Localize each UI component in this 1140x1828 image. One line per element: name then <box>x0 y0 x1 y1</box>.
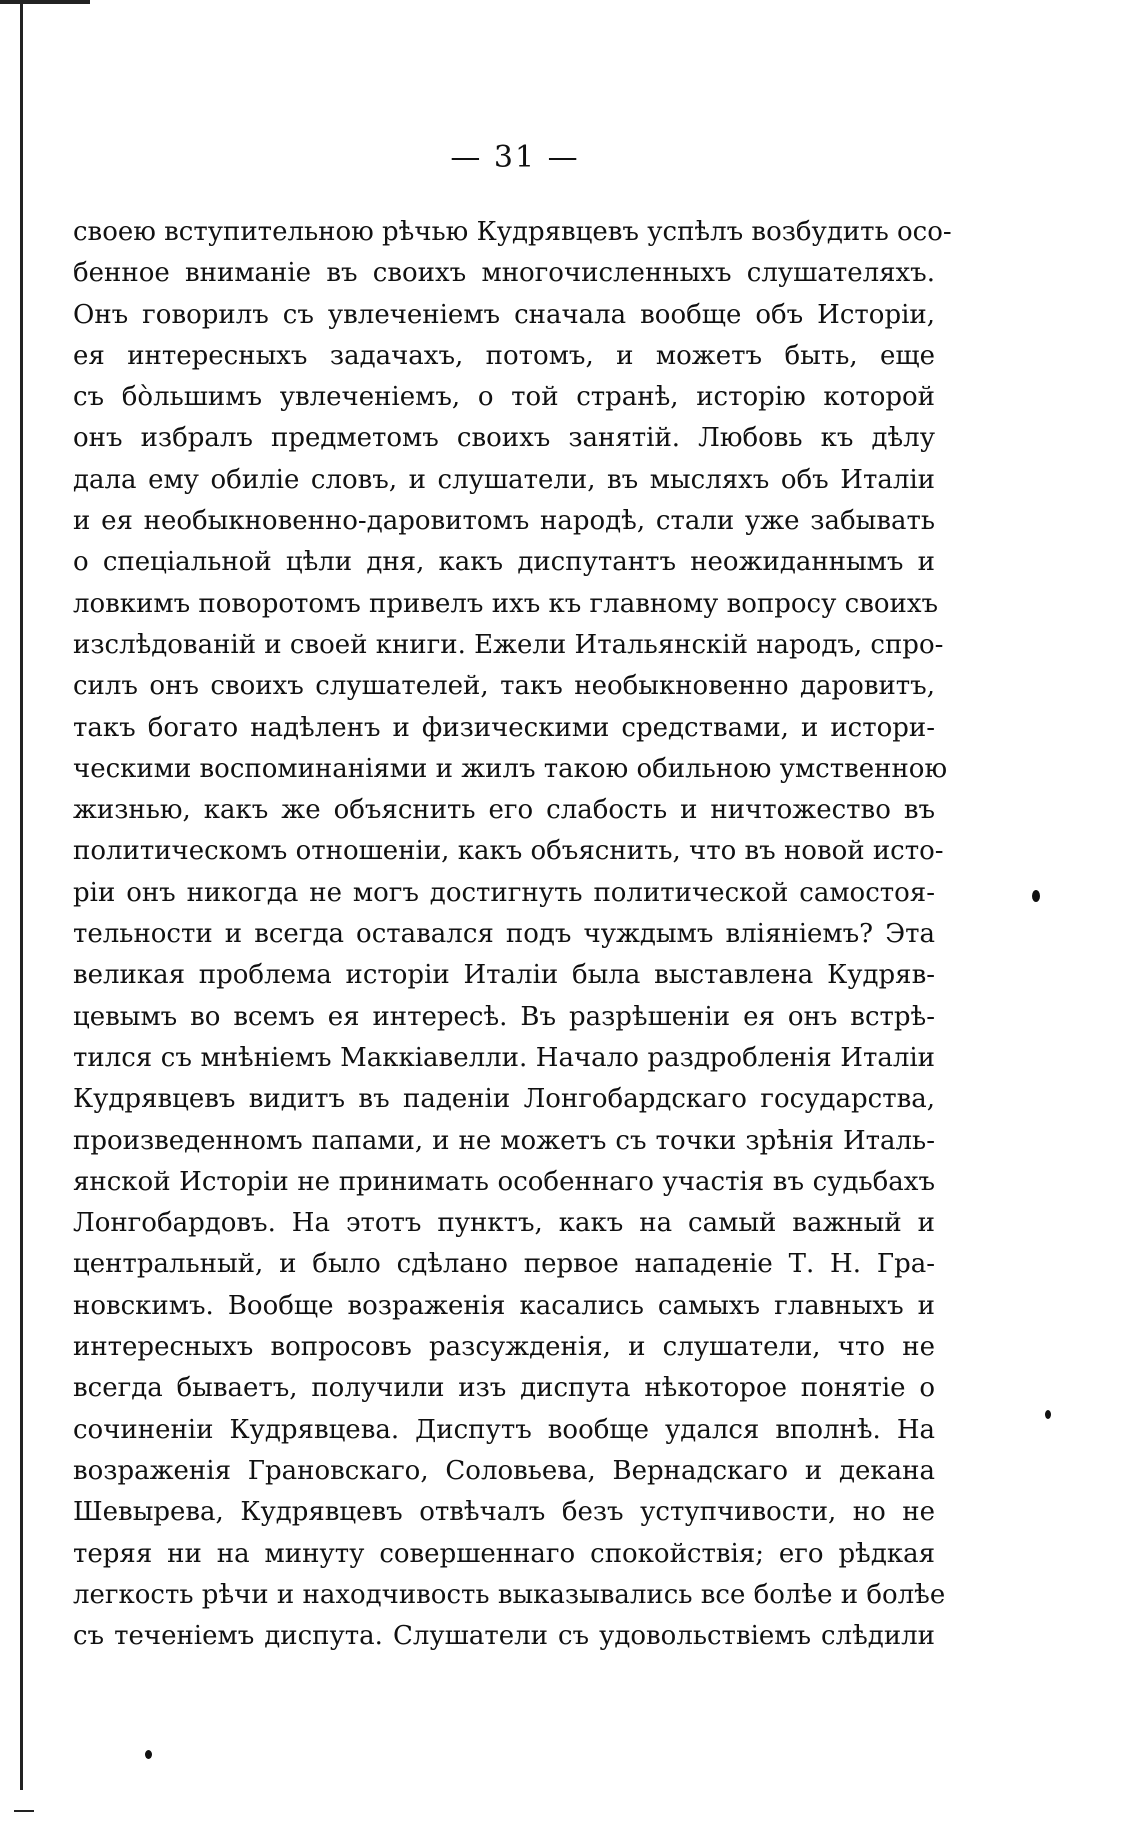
text-line: съ бо̀льшимъ увлеченіемъ, о той странѣ, исторію которой <box>73 382 935 413</box>
text-line: легкость рѣчи и находчивость выказывались все болѣе и болѣе <box>73 1579 946 1610</box>
text-line: ческими воспоминаніями и жилъ такою обильною умственною <box>73 753 948 784</box>
text-line: тился съ мнѣніемъ Маккіавелли. Начало раздробленія Италіи <box>73 1042 935 1073</box>
page-edge-bottom-mark <box>14 1810 34 1812</box>
text-line: ловкимъ поворотомъ привелъ ихъ къ главному вопросу своихъ <box>73 588 939 619</box>
text-line: Онъ говорилъ съ увлеченіемъ сначала вообще объ Исторіи, <box>73 299 935 330</box>
text-line: бенное вниманіе въ своихъ многочисленныхъ слушателяхъ. <box>73 258 935 289</box>
text-line: теряя ни на минуту совершеннаго спокойствія; его рѣдкая <box>73 1538 935 1569</box>
text-line: сочиненіи Кудрявцева. Диспутъ вообще удался вполнѣ. На <box>73 1414 935 1445</box>
text-line: политическомъ отношеніи, какъ объяснить, что въ новой исто- <box>73 836 944 867</box>
text-line: изслѣдованій и своей книги. Ежели Итальянскій народъ, спро- <box>73 629 944 660</box>
text-line: Лонгобардовъ. На этотъ пунктъ, какъ на самый важный и <box>73 1208 935 1239</box>
text-line: силъ онъ своихъ слушателей, такъ необыкновенно даровитъ, <box>73 671 935 702</box>
page-edge-left <box>20 0 23 1790</box>
ink-speck <box>1045 1410 1051 1419</box>
text-line: Шевырева, Кудрявцевъ отвѣчалъ безъ уступчивости, но не <box>73 1497 935 1528</box>
text-line: Кудрявцевъ видитъ въ паденіи Лонгобардскаго государства, <box>73 1084 935 1115</box>
body-text <box>73 212 952 1657</box>
text-line: съ теченіемъ диспута. Слушатели съ удовольствіемъ слѣдили <box>73 1621 935 1652</box>
text-line: своею вступительною рѣчью Кудрявцевъ успѣлъ возбудить осо- <box>73 217 952 247</box>
text-line: новскимъ. Вообще возраженія касались самыхъ главныхъ и <box>73 1290 935 1321</box>
text-line: дала ему обиліе словъ, и слушатели, въ мысляхъ объ Италіи <box>73 464 935 495</box>
text-line: такъ богато надѣленъ и физическими средствами, и истори- <box>73 712 935 743</box>
text-line: цевымъ во всемъ ея интересѣ. Въ разрѣшеніи ея онъ встрѣ- <box>73 1001 935 1032</box>
page-number: — 31 — <box>450 140 580 175</box>
text-line: произведенномъ папами, и не можетъ съ точки зрѣнія Италь- <box>73 1125 935 1156</box>
ink-speck <box>1032 890 1040 902</box>
text-line: ея интересныхъ задачахъ, потомъ, и можетъ быть, еще <box>73 340 935 371</box>
text-line: жизнью, какъ же объяснить его слабость и ничтожество въ <box>73 795 935 826</box>
text-line: всегда бываетъ, получили изъ диспута нѣкоторое понятіе о <box>73 1373 935 1404</box>
text-line: центральный, и было сдѣлано первое нападеніе Т. Н. Гра- <box>73 1249 935 1280</box>
text-line: янской Исторіи не принимать особеннаго участія въ судьбахъ <box>73 1166 935 1197</box>
text-line: ріи онъ никогда не могъ достигнуть политической самостоя- <box>73 877 935 908</box>
text-line: великая проблема исторіи Италіи была выставлена Кудряв- <box>73 960 935 991</box>
text-line: и ея необыкновенно-даровитомъ народѣ, стали уже забывать <box>73 506 935 537</box>
text-line: интересныхъ вопросовъ разсужденія, и слушатели, что не <box>73 1332 935 1363</box>
text-line: о спеціальной цѣли дня, какъ диспутантъ неожиданнымъ и <box>73 547 935 578</box>
page-edge-top <box>0 0 90 4</box>
text-line: возраженія Грановскаго, Соловьева, Вернадскаго и декана <box>73 1455 935 1486</box>
ink-speck <box>145 1750 152 1759</box>
text-line: онъ избралъ предметомъ своихъ занятій. Любовь къ дѣлу <box>73 423 935 454</box>
text-line: тельности и всегда оставался подъ чуждымъ вліяніемъ? Эта <box>73 919 935 950</box>
